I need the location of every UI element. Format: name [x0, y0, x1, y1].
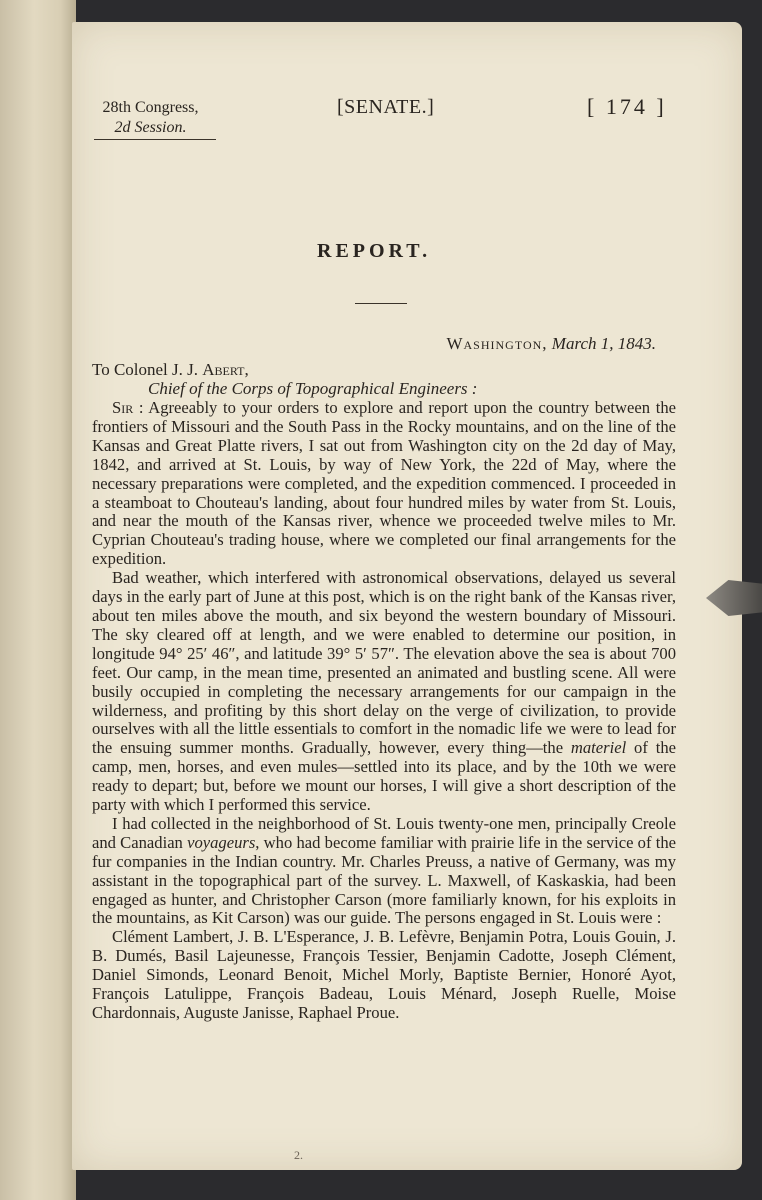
report-body [92, 399, 676, 1023]
paragraph-3-text-a: I had collected in the neighborhood of St. Louis twenty-one men, principally Creole and Canadian [92, 813, 676, 852]
document-page [72, 22, 742, 1170]
congress-label: 28th Congress, [102, 99, 199, 116]
greeting: Sir : [112, 398, 144, 417]
congress-heading [88, 98, 213, 138]
paragraph-4: Clément Lambert, J. B. L'Esperance, J. B. Lefèvre, Benjamin Potra, Louis Gouin, J. B. Dumés, Basil Lajeunesse, François Tessier, Benjamin Cadotte, Joseph Clément, Daniel Simonds, Leonard Benoit, Michel Morly, Baptiste Bernier, Honoré Ayot, François Latulippe, François Badeau, Louis Ménard, Joseph Ruelle, Moise Chardonnais, Auguste Janisse, Raphael Proue. [92, 927, 676, 1022]
dateline [446, 334, 656, 354]
paragraph-1 [92, 399, 676, 569]
facing-page-edge [0, 0, 76, 1200]
title-rule [355, 303, 407, 304]
signature-mark: 2. [294, 1148, 303, 1162]
paragraph-3 [92, 815, 676, 928]
paragraph-2-text-a: Bad weather, which interfered with astronomical observations, delayed us several days in the early part of June at this post, which is on the right bank of the Kansas river, about ten miles above the mouth, and six beyond the western boundary of Missouri. The sky cleared off at length, and we were enabled to determine our position, in longitude 94° 25′ 46″, and latitude 39° 5′ 57″. The elevation above the sea is about 700 feet. Our camp, in the mean time, presented an animated and bustling scene. All were busily occupied in completing the necessary arrangements for our campaign in the wilderness, and profiting by this short delay on the verge of civilization, to provide ourselves with all the little essentials to comfort in the nomadic life we were to lead for the ensuing summer months. Gradually, however, every thing—the [92, 568, 676, 758]
document-number: [ 174 ] [587, 94, 667, 119]
salutation-line-1 [92, 360, 477, 379]
recipient-title: Chief of the Corps of Topographical Engineers : [148, 379, 478, 398]
chamber-label: [SENATE.] [337, 96, 435, 118]
paragraph-2-italic: materiel [570, 738, 627, 758]
paragraph-3-italic: voyageurs [187, 832, 256, 852]
header-rule [94, 139, 216, 140]
paragraph-1-text: Agreeably to your orders to explore and report upon the country between the frontiers of Missouri and the South Pass in the Rocky mountains, and on the line of the Kansas and Great Platte rivers, I sat out from Washington city on the 2d day of May, 1842, and arrived at St. Louis, by way of New York, the 22d of May, where the necessary preparations were completed, and the expedition commenced. I proceeded in a steamboat to Chouteau's landing, about four hundred miles by water from St. Louis, and near the mouth of the Kansas river, whence we proceeded twelve miles to Mr. Cyprian Chouteau's trading house, where we completed our final arrangements for the expedition. [92, 398, 676, 569]
paragraph-3-text-b: , who had become familiar with prairie life in the service of the fur companies in the Indian country. Mr. Charles Preuss, a native of Germany, was my assistant in the topographical part of the survey. L. Maxwell, of Kaskaskia, had been engaged as hunter, and Christopher Carson (more familiarly known, for his exploits in the mountains, as Kit Carson) was our guide. The persons engaged in St. Louis were : [92, 832, 677, 928]
dateline-place: Washington, [446, 334, 548, 353]
page-title: REPORT. [317, 240, 432, 262]
dateline-date: March 1, 1843. [551, 334, 656, 353]
salutation-prefix: To Colonel J. J. [92, 360, 199, 379]
salutation [92, 360, 477, 398]
paragraph-2-text-b: of the camp, men, horses, and even mules—settled into its place, and by the 10th we were ready to depart; but, before we mount our horses, I will give a short description of the party with which I performed this service. [92, 738, 676, 815]
recipient-name: Abert, [202, 360, 249, 379]
paragraph-2 [92, 569, 676, 815]
session-label: 2d Session. [114, 119, 187, 136]
